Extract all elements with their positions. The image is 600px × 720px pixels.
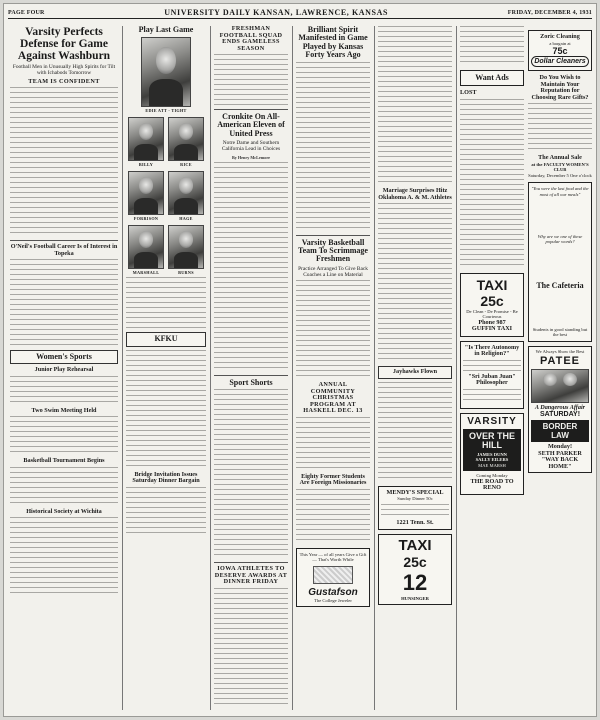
want-ads-heading: Want Ads bbox=[475, 73, 509, 82]
radio-heading: KFKU bbox=[154, 334, 178, 344]
basketball-deck: Practice Arranged To Give Back Coaches a Line on Material bbox=[298, 265, 368, 278]
photo-caption: RICE bbox=[180, 162, 192, 168]
womens-item-title: Historical Society at Wichita bbox=[26, 507, 102, 515]
next-film: THE ROAD TO RENO bbox=[470, 477, 514, 492]
taxi-word: TAXI bbox=[476, 276, 508, 293]
varsity-theater-ad bbox=[460, 413, 524, 495]
gustafson-sub: The College Jeweler bbox=[314, 597, 352, 603]
jayhawks-heading: Jayhawks Flown bbox=[392, 368, 438, 375]
iowa-headline: IOWA ATHLETES TO DESERVE AWARDS AT DINNER FRIDAY bbox=[214, 565, 288, 586]
want-ads-box bbox=[460, 70, 524, 86]
taxi-word: TAXI bbox=[398, 537, 432, 554]
article-body bbox=[296, 489, 370, 544]
cafeteria-question: Why are we one of these popular words? bbox=[537, 233, 583, 245]
kansas-spirit-headline: Brilliant Spirit Manifested in Game Played by Kansas Forty Years Ago bbox=[298, 26, 368, 60]
article-body bbox=[296, 62, 370, 232]
taxi-name: GUFFIN TAXI bbox=[471, 325, 513, 333]
cafeteria-quote: "You were the last food and the most of all our meals" bbox=[531, 186, 589, 197]
film-extra: MAE MARSH bbox=[478, 462, 506, 468]
notice-lines bbox=[463, 389, 521, 403]
notice-lines bbox=[463, 360, 521, 372]
jayhawks-box bbox=[378, 366, 452, 379]
masthead bbox=[8, 7, 592, 19]
taxi-owner: HUNSINGER bbox=[401, 596, 429, 601]
sport-shorts-heading: Sport Shorts bbox=[229, 377, 273, 387]
taxi-price: 25c bbox=[403, 554, 427, 570]
article-body bbox=[460, 26, 524, 66]
byline: By Henry McLemore bbox=[231, 154, 271, 160]
film-star-2: SALLY EILERS bbox=[475, 457, 509, 463]
patee-next-star: SETH PARKER bbox=[538, 449, 582, 457]
mendys-sub: Sunday Dinner 50c bbox=[397, 496, 433, 501]
taxi-sub: De Clean - De Promise - Be Courteous bbox=[466, 308, 518, 320]
photo-caption: MARSHALL bbox=[132, 270, 160, 276]
player-photo bbox=[128, 171, 164, 215]
freshman-headline: FRESHMAN FOOTBALL SQUAD ENDS GAMELESS SEASON bbox=[219, 26, 283, 52]
article-body bbox=[126, 487, 206, 537]
ad-body bbox=[528, 103, 592, 153]
bazaar-date: Saturday, December 5 One o'clock bbox=[528, 172, 592, 178]
article-body bbox=[214, 588, 288, 708]
marriage-headline: Marriage Surprises Hitz Oklahoma A. & M. Athletes bbox=[378, 187, 452, 201]
radio-box bbox=[126, 332, 206, 346]
article-body bbox=[214, 162, 288, 372]
lost-label: LOST bbox=[460, 89, 477, 97]
missionaries-headline: Eighty Former Students Are Foreign Missionaries bbox=[299, 472, 367, 487]
page-number: PAGE FOUR bbox=[8, 9, 45, 16]
photo-caption: BILLY bbox=[138, 162, 154, 168]
lead-headline: Varsity Perfects Defense for Game Against Washburn bbox=[17, 26, 111, 63]
religion-title: "Is There Autonomy in Religion?" bbox=[464, 343, 520, 358]
column-rule bbox=[374, 26, 375, 710]
photo-caption: FORRISON bbox=[133, 216, 159, 222]
film-title: OVER THE HILL bbox=[468, 430, 515, 450]
film-star: JAMES DUNN bbox=[477, 451, 507, 457]
column-rule bbox=[292, 26, 293, 710]
patee-bottom-film: BORDER LAW bbox=[542, 422, 578, 440]
basketball-headline: Varsity Basketball Team To Scrimmage Freshmen bbox=[298, 237, 368, 264]
classifieds bbox=[460, 99, 524, 269]
bazaar-name: The Annual Sale bbox=[538, 154, 582, 161]
haskell-headline: ANNUAL COMMUNITY CHRISTMAS PROGRAM AT HASKELL DEC. 13 bbox=[303, 381, 363, 415]
cleaning-price: 75c bbox=[552, 46, 568, 56]
bazaar-place: at the FACULTY WOMEN'S CLUB bbox=[531, 161, 589, 172]
column-rule bbox=[122, 26, 123, 710]
religion-notice bbox=[460, 341, 524, 409]
article-body bbox=[214, 54, 288, 106]
patee-film: A Dangerous Affair bbox=[534, 403, 586, 411]
divider bbox=[10, 240, 118, 241]
taxi-number: 12 bbox=[402, 570, 428, 595]
article-body bbox=[10, 517, 118, 597]
article-body bbox=[10, 259, 118, 347]
article-body bbox=[10, 376, 118, 406]
womens-item-title: Two Swim Meeting Held bbox=[31, 406, 97, 414]
cafeteria-note: Students in good standing but the best bbox=[532, 326, 588, 338]
patee-next-film: "WAY BACK HOME" bbox=[541, 456, 579, 470]
article-body bbox=[126, 350, 206, 470]
menu-lines bbox=[381, 504, 449, 518]
theater-name: VARSITY bbox=[467, 415, 517, 427]
cafeteria-name: The Cafeteria bbox=[536, 280, 584, 290]
column-6 bbox=[460, 26, 524, 712]
photo-caption: HAGE bbox=[179, 216, 193, 222]
photo-caption: BURNS bbox=[178, 270, 194, 276]
column-rule bbox=[456, 26, 457, 710]
player-photo bbox=[168, 117, 204, 161]
cleaning-brand: Dollar Cleaners bbox=[531, 56, 589, 67]
patee-day: SATURDAY! bbox=[539, 411, 581, 418]
divider bbox=[214, 562, 288, 563]
cleaning-title: Zoric Cleaning bbox=[540, 33, 580, 40]
patee-monday: Monday! bbox=[547, 443, 573, 450]
gustafson-ad bbox=[296, 548, 370, 608]
patee-theater-ad bbox=[528, 346, 592, 473]
womens-item-title: Junior Play Rehearsal bbox=[34, 366, 94, 374]
taxi-phone: Phone 987 bbox=[478, 318, 506, 326]
mendys-address: 1221 Tenn. St. bbox=[396, 518, 434, 526]
article-body bbox=[10, 87, 118, 237]
column-7 bbox=[528, 26, 592, 712]
article-body bbox=[378, 203, 452, 363]
player-photo bbox=[128, 225, 164, 269]
divider bbox=[296, 235, 370, 236]
player-photo bbox=[141, 37, 191, 107]
patee-name: PATEE bbox=[539, 354, 581, 367]
cleaning-ad bbox=[528, 30, 592, 71]
player-photo bbox=[168, 171, 204, 215]
article-body bbox=[126, 277, 206, 329]
gustafson-tagline: This Year — of all years Give a Gift — That's Worth While bbox=[299, 551, 367, 563]
divider bbox=[214, 375, 288, 376]
cleaning-sub: a bargain at bbox=[549, 40, 571, 46]
player-photo bbox=[168, 225, 204, 269]
divider bbox=[214, 109, 288, 110]
column-4 bbox=[296, 26, 370, 712]
hunsinger-taxi-ad bbox=[378, 534, 452, 605]
lead-subhead: TEAM IS CONFIDENT bbox=[28, 77, 100, 85]
article-body bbox=[296, 417, 370, 472]
column-1 bbox=[10, 26, 118, 712]
religion-speaker: "Sri Juban Juan" Philosopher bbox=[468, 372, 516, 387]
guffin-taxi-ad bbox=[460, 273, 524, 337]
column-2 bbox=[126, 26, 206, 712]
gift-illustration bbox=[313, 566, 353, 584]
photo-caption: EDIE ATT - TIGHT bbox=[145, 108, 187, 114]
newspaper-title: UNIVERSITY DAILY KANSAN, LAWRENCE, KANSAS bbox=[164, 8, 389, 17]
gustafson-brand: Gustafson bbox=[308, 586, 358, 598]
womens-sports-box bbox=[10, 350, 118, 364]
cronkite-deck: Notre Dame and Southern California Lead in Choices bbox=[221, 140, 281, 153]
patee-label: We Always Show the Best bbox=[535, 349, 585, 354]
article-body bbox=[214, 389, 288, 559]
column-5 bbox=[378, 26, 452, 712]
bridge-headline: Bridge Invitation Issues Saturday Dinner Bargain bbox=[132, 470, 200, 485]
film-still bbox=[531, 369, 589, 403]
article-body bbox=[378, 382, 452, 482]
article-body bbox=[296, 280, 370, 380]
lead-deck: Football Men in Unusually High Spirits for Tilt with Ichabods Tomorrow bbox=[12, 64, 116, 77]
column-rule bbox=[210, 26, 211, 710]
mendys-title: MENDY'S SPECIAL bbox=[386, 488, 444, 496]
oneil-headline: O'Neil's Football Career Is of Interest in Topeka bbox=[10, 243, 118, 257]
photo-feature-headline: Play Last Game bbox=[138, 26, 194, 34]
player-photo bbox=[128, 117, 164, 161]
mendys-ad bbox=[378, 486, 452, 531]
cafeteria-ad bbox=[528, 182, 592, 342]
rare-gifts-headline: Do You Wish to Maintain Your Reputation for Choosing Rare Gifts? bbox=[531, 74, 589, 101]
coming-label: Coming Monday bbox=[476, 473, 508, 479]
column-3 bbox=[214, 26, 288, 712]
newspaper-page bbox=[3, 3, 597, 717]
article-body bbox=[10, 416, 118, 456]
taxi-price: 25c bbox=[480, 292, 504, 309]
article-body bbox=[378, 26, 452, 186]
issue-date: FRIDAY, DECEMBER 4, 1931 bbox=[507, 9, 592, 16]
womens-item-title: Basketball Tournament Begins bbox=[23, 457, 105, 465]
womens-sports-heading: Women's Sports bbox=[36, 352, 92, 362]
article-body bbox=[10, 467, 118, 507]
cronkite-headline: Cronkite On All-American Eleven of United Press bbox=[217, 112, 285, 138]
